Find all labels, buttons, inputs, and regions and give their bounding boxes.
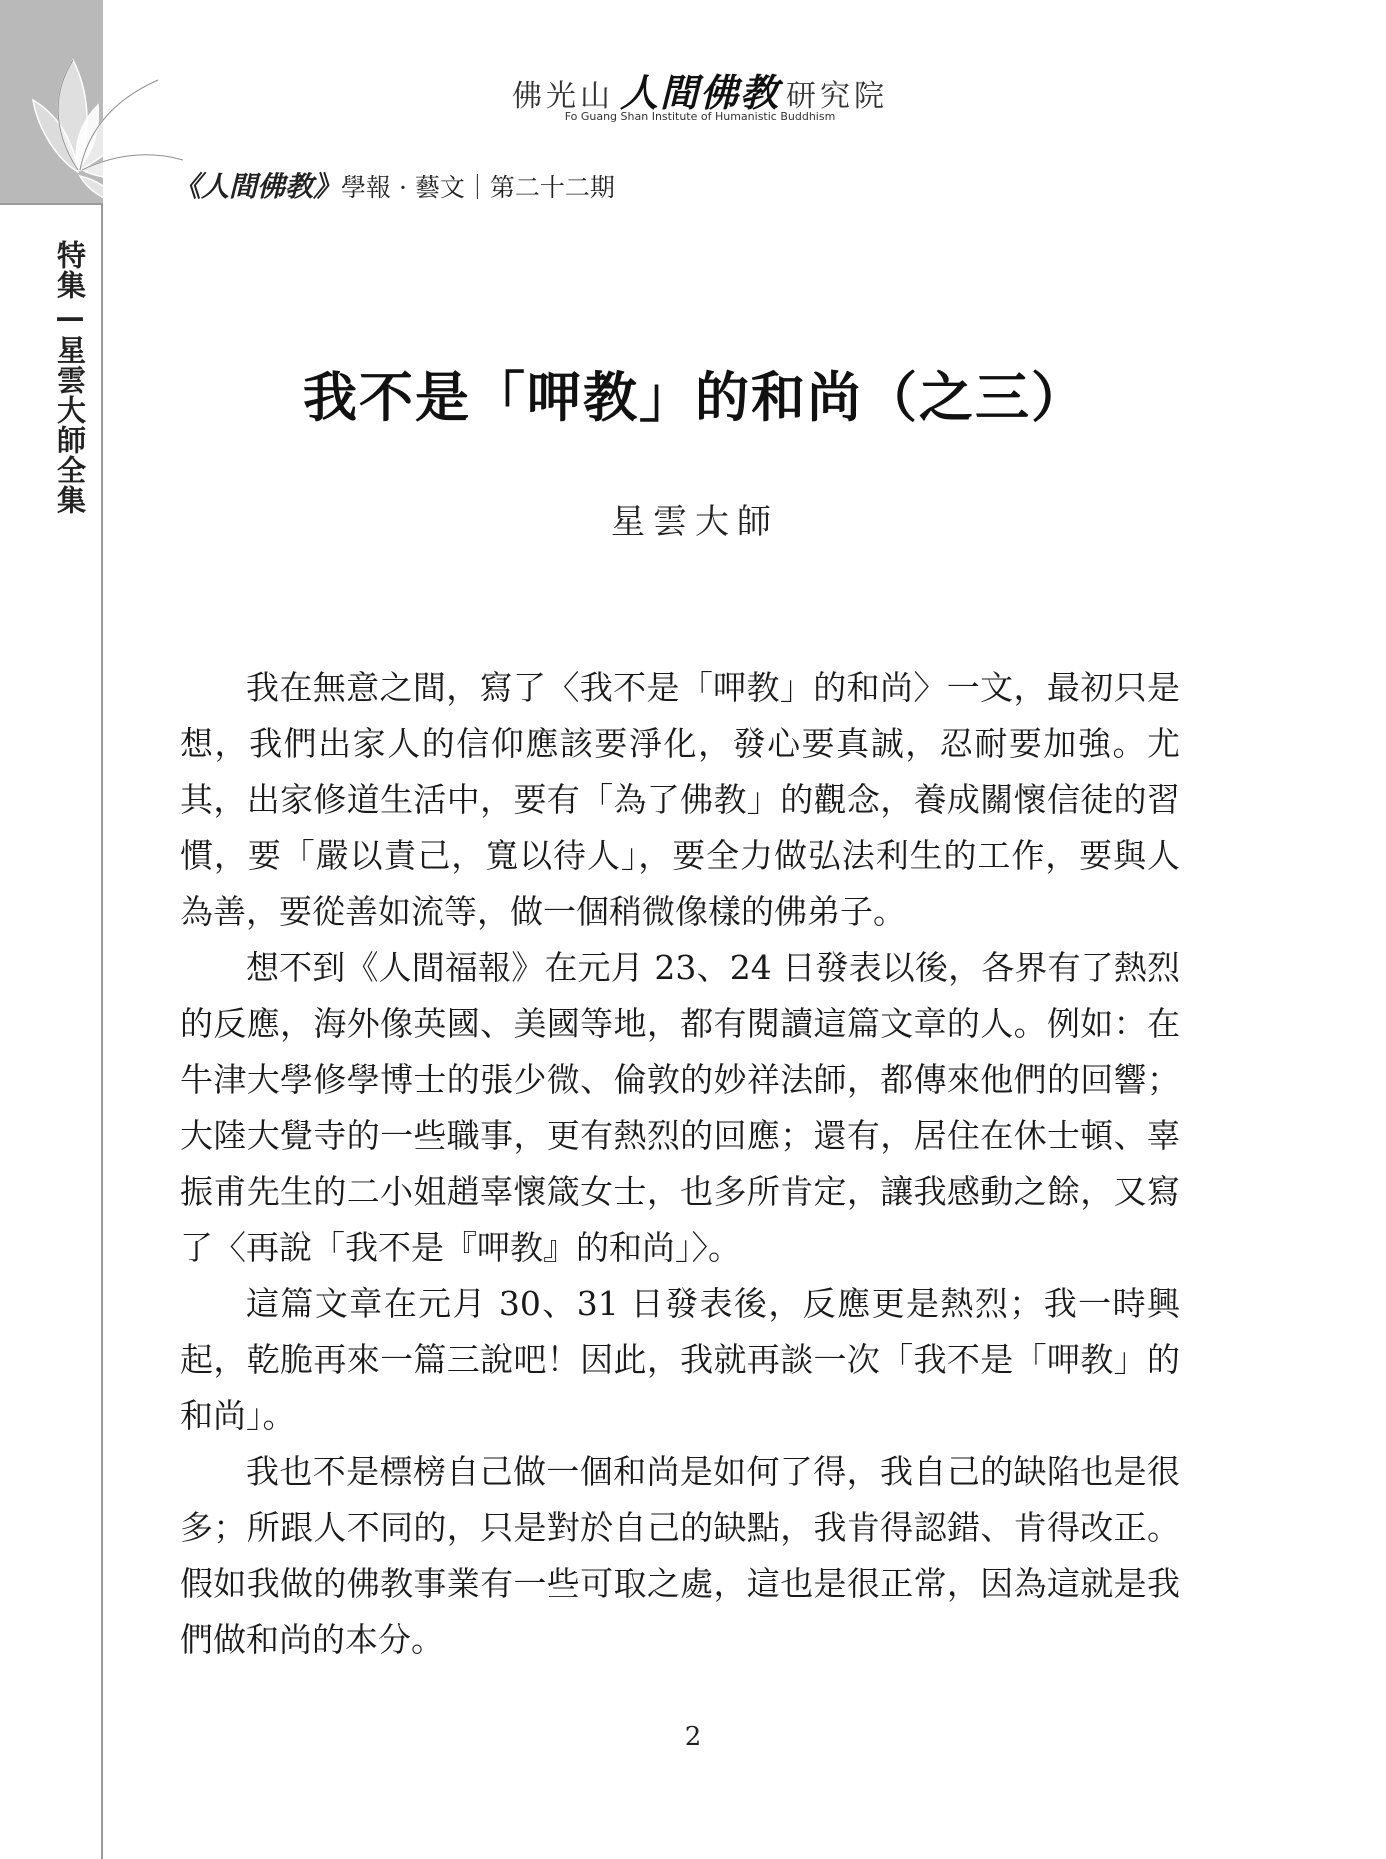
institute-name-post: 研究院 bbox=[786, 79, 888, 114]
paragraph: 我也不是標榜自己做一個和尚是如何了得，我自己的缺陷也是很多；所跟人不同的，只是對於自己的缺點，我肯得認錯、肯得改正。假如我做的佛教事業有一些可取之處，這也是很正常，因為這就是我們做和尚的本分。 bbox=[180, 1452, 1180, 1659]
page-number: 2 bbox=[684, 1722, 702, 1752]
journal-name: 《人間佛教》 bbox=[173, 170, 342, 203]
paragraph: 想不到《人間福報》在元月 23、24 日發表以後，各界有了熱烈的反應，海外像英國、美國等地，都有閱讀這篇文章的人。例如：在牛津大學修學博士的張少微、倫敦的妙祥法師，都傳來他們的回響；大陸大覺寺的一些職事，更有熱烈的回應；還有，居住在休士頓、辜振甫先生的二小姐趙辜懷箴女士，也多所肯定，讓我感動之餘，又寫了〈再說「我不是『呷教』的和尚」〉。 bbox=[180, 948, 1180, 1267]
institute-name-brush: 人間佛教 bbox=[619, 70, 780, 115]
institute-name-pre: 佛光山 bbox=[511, 79, 614, 114]
journal-issue: 學報 · 藝文｜第二十二期 bbox=[341, 173, 615, 202]
institute-name-english: Fo Guang Shan Institute of Humanistic Buddhism bbox=[564, 110, 836, 123]
paragraph: 我在無意之間，寫了〈我不是「呷教」的和尚〉一文，最初只是想，我們出家人的信仰應該要淨化，發心要真誠，忍耐要加強。尤其，出家修道生活中，要有「為了佛教」的觀念，養成關懷信徒的習慣，要「嚴以責己，寬以待人」，要全力做弘法利生的工作，要與人為善，要從善如流等，做一個稍微像樣的佛弟子。 bbox=[180, 668, 1180, 931]
paragraph: 這篇文章在元月 30、31 日發表後，反應更是熱烈；我一時興起，乾脆再來一篇三說吧！因此，我就再談一次「我不是「呷教」的和尚」。 bbox=[180, 1284, 1180, 1435]
article-author: 星雲大師 bbox=[611, 502, 779, 542]
margin-rule bbox=[101, 205, 103, 1859]
institute-name bbox=[440, 62, 960, 117]
article-title: 我不是「呷教」的和尚（之三） bbox=[303, 366, 1087, 429]
journal-header bbox=[173, 165, 615, 205]
side-section-title: 特集—星雲大師全集 bbox=[53, 240, 87, 515]
article-body bbox=[180, 660, 1180, 1668]
